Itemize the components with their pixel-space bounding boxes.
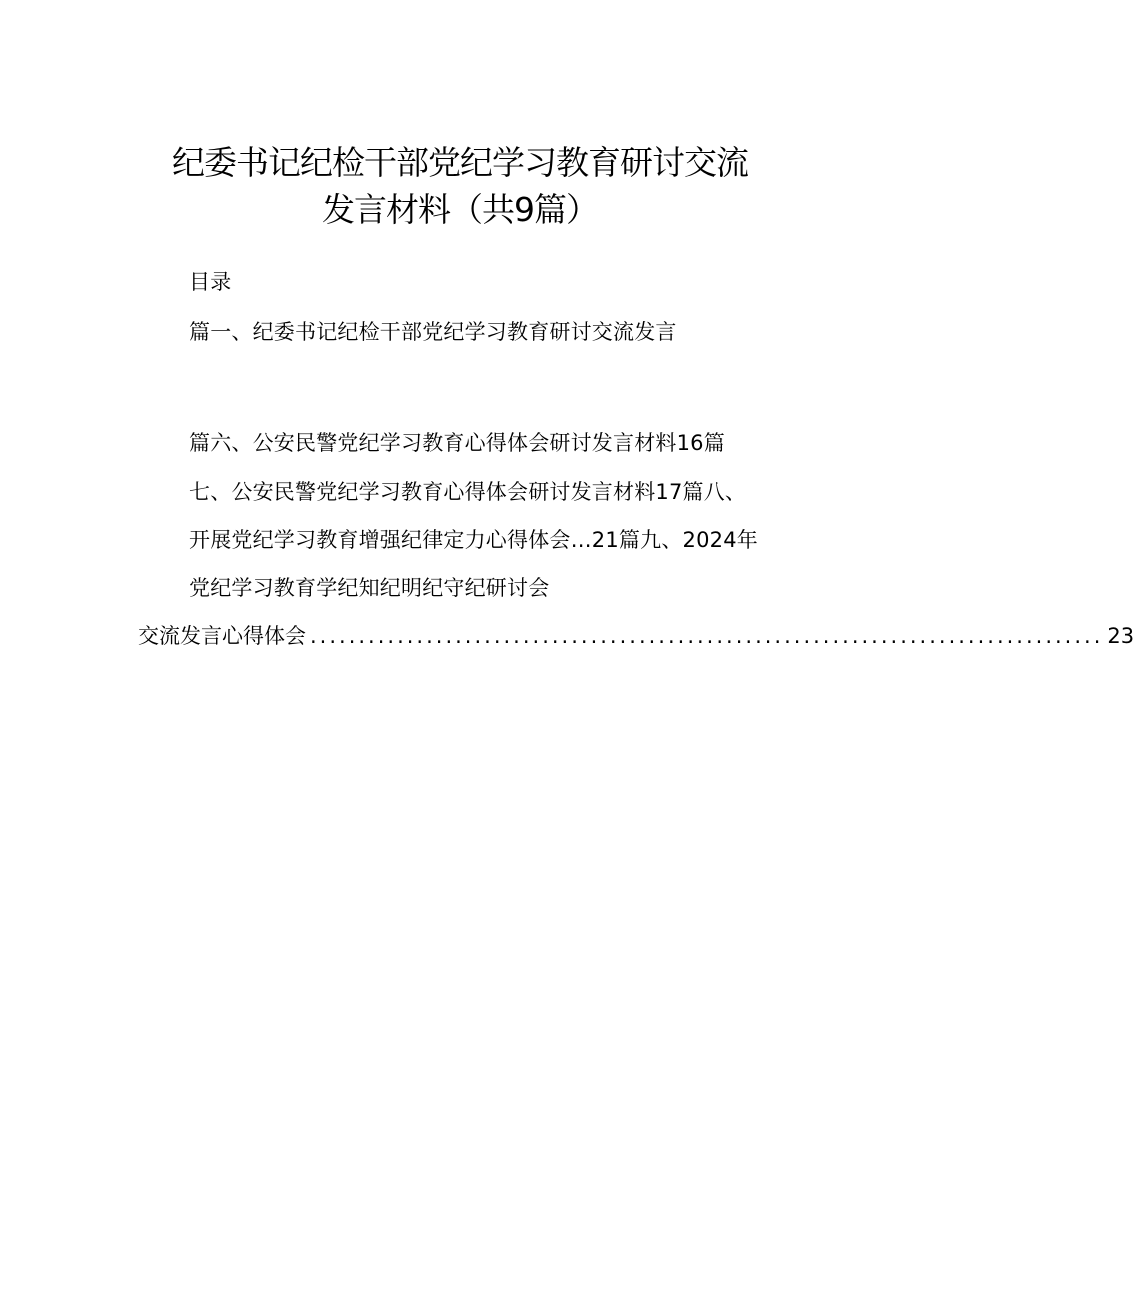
- document-title-line1: 纪委书记纪检干部党纪学习教育研讨交流: [172, 143, 748, 182]
- toc-entry-4: 开展党纪学习教育增强纪律定力心得体会…21篇九、2024年: [189, 528, 758, 552]
- toc-heading: 目录: [189, 270, 232, 294]
- toc-entry-6-text: 交流发言心得体会: [138, 624, 306, 648]
- toc-page-number: 23: [1107, 624, 1134, 648]
- toc-entry-1: 篇一、纪委书记纪检干部党纪学习教育研讨交流发言: [189, 320, 677, 344]
- toc-dot-leader: ..................................................................................: [310, 624, 1104, 648]
- toc-entry-6: [138, 622, 1134, 650]
- toc-entry-3: 七、公安民警党纪学习教育心得体会研讨发言材料17篇八、: [189, 480, 747, 504]
- toc-entry-2: 篇六、公安民警党纪学习教育心得体会研讨发言材料16篇: [189, 431, 725, 455]
- document-title-line2: 发言材料（共9篇）: [322, 190, 598, 229]
- toc-entry-5: 党纪学习教育学纪知纪明纪守纪研讨会: [189, 576, 550, 600]
